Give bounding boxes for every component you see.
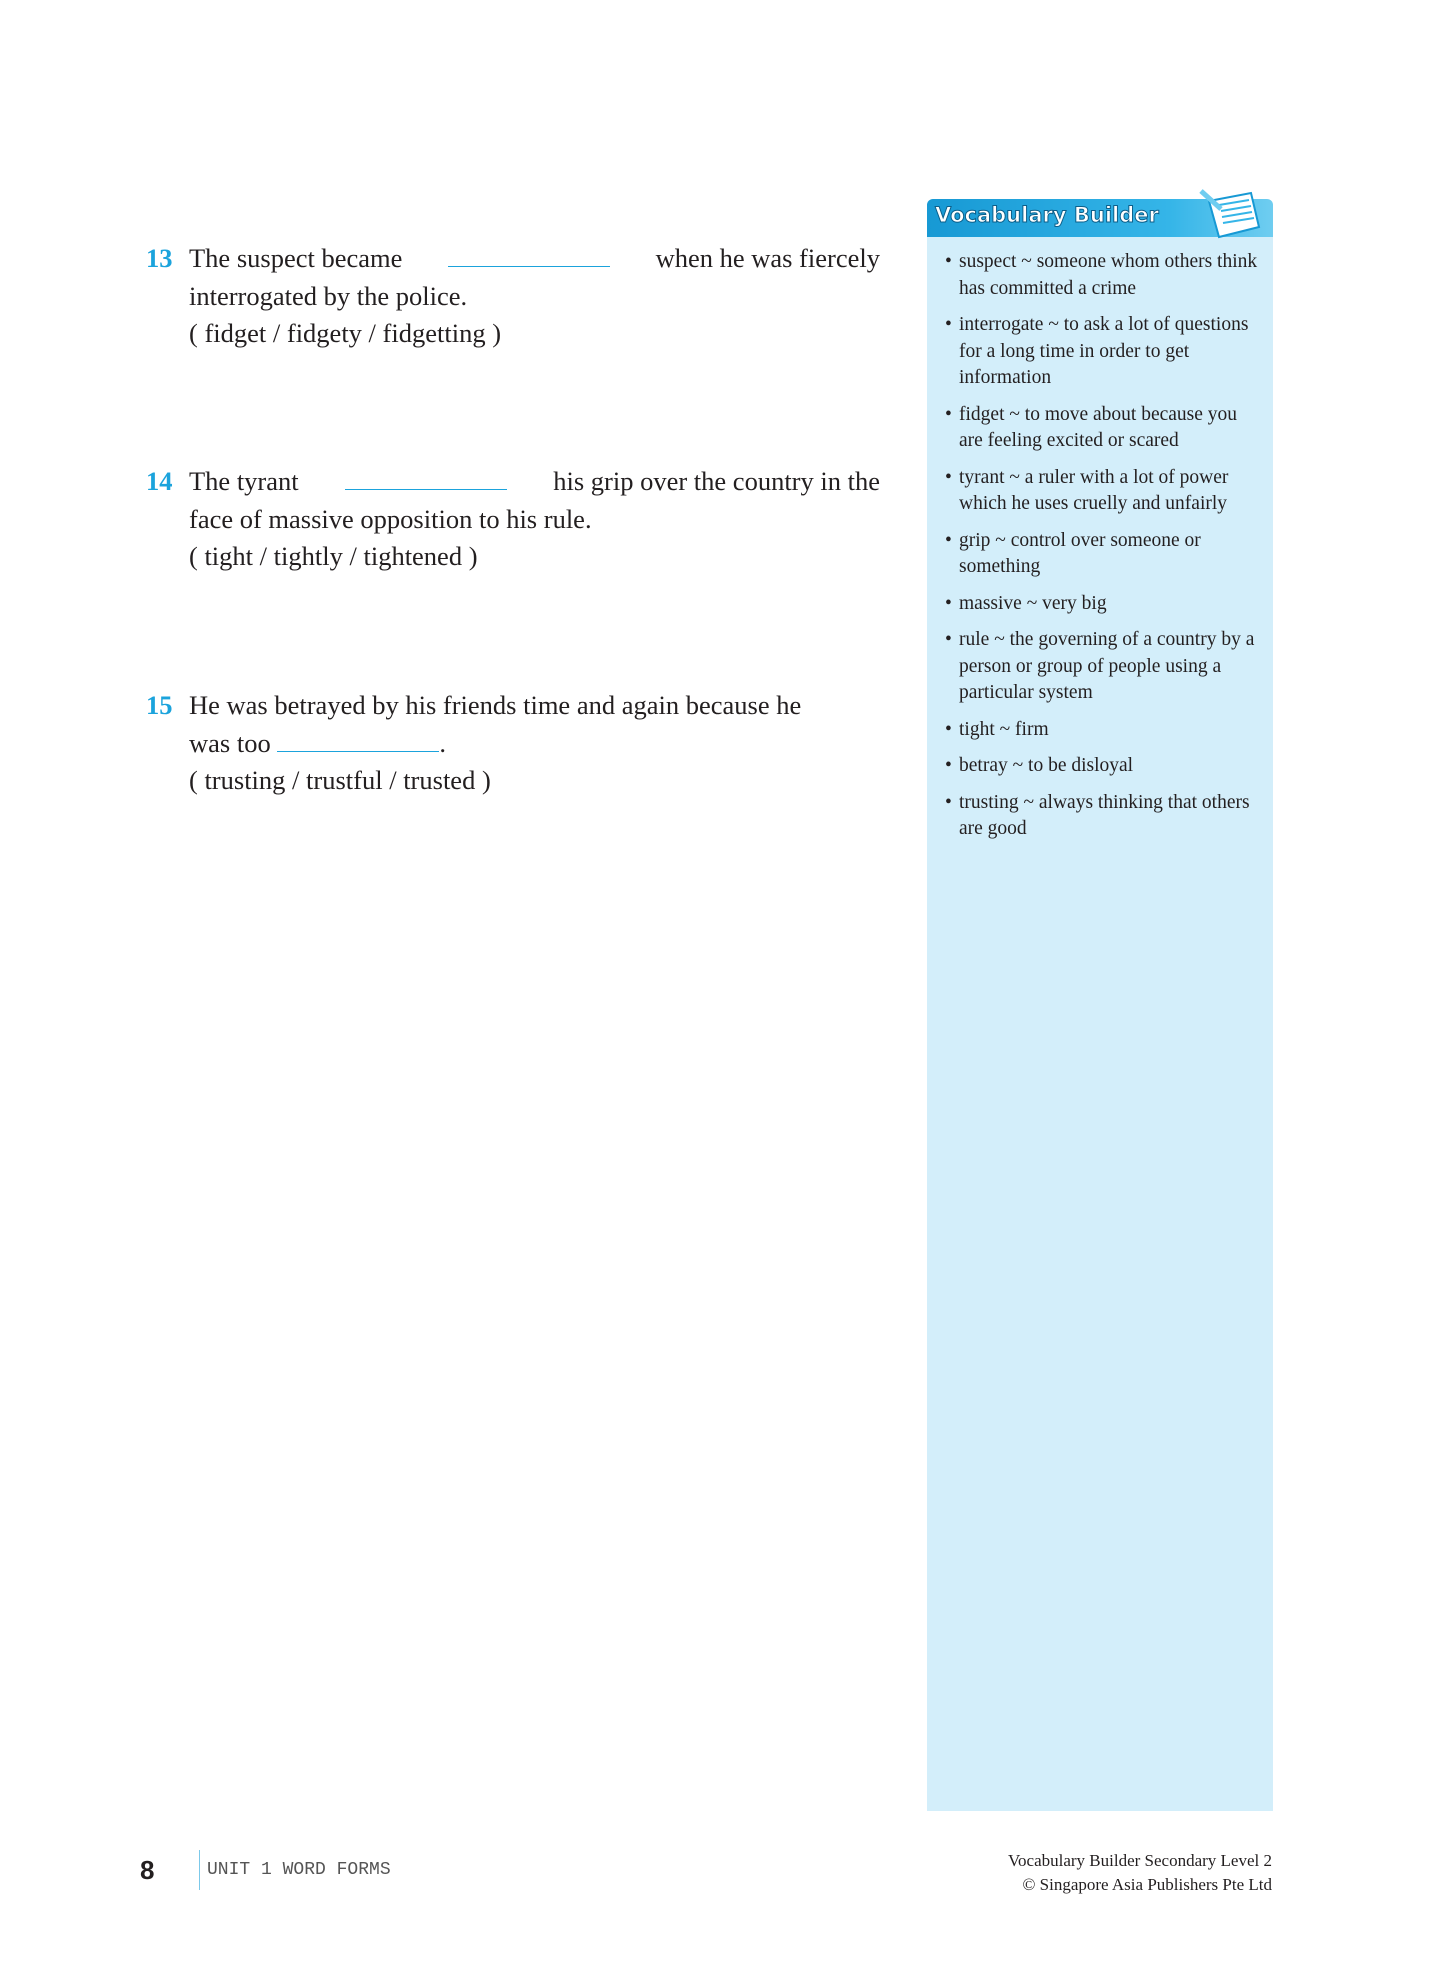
question-text: The suspect became xyxy=(189,243,403,273)
vocabulary-item: • suspect ~ someone whom others think has committed a crime xyxy=(945,249,1259,302)
vocabulary-item: • tight ~ firm xyxy=(945,717,1259,744)
question-text: when he was fiercely xyxy=(655,243,880,273)
footer-divider xyxy=(199,1850,200,1890)
vocabulary-builder-panel xyxy=(927,199,1273,1811)
question-number: 15 xyxy=(146,690,173,720)
page-number: 8 xyxy=(140,1855,155,1885)
vocabulary-item: • fidget ~ to move about because you are feeling excited or scared xyxy=(945,402,1259,455)
question-text: . xyxy=(439,727,446,758)
answer-blank[interactable] xyxy=(448,240,610,267)
panel-title: Vocabulary Builder xyxy=(935,203,1159,227)
question-number: 13 xyxy=(146,243,173,273)
answer-blank[interactable] xyxy=(345,463,507,490)
vocabulary-item: • grip ~ control over someone or something xyxy=(945,528,1259,581)
unit-label: UNIT 1 WORD FORMS xyxy=(207,1860,391,1880)
vocabulary-item: • rule ~ the governing of a country by a person or group of people using a particular system xyxy=(945,627,1259,707)
copyright: © Singapore Asia Publishers Pte Ltd xyxy=(1022,1875,1272,1894)
question-13 xyxy=(146,240,880,353)
question-text: He was betrayed by his friends time and again because he xyxy=(189,690,802,720)
question-text: face of massive opposition to his rule. xyxy=(189,503,592,534)
answer-options: ( trusting / trustful / trusted ) xyxy=(189,765,491,795)
scroll-quill-icon xyxy=(1199,187,1269,243)
question-text: was too xyxy=(189,727,271,758)
answer-options: ( tight / tightly / tightened ) xyxy=(189,541,478,571)
question-14 xyxy=(146,463,880,576)
question-number: 14 xyxy=(146,466,173,496)
answer-options: ( fidget / fidgety / fidgetting ) xyxy=(189,318,502,348)
vocabulary-item: • massive ~ very big xyxy=(945,591,1259,618)
question-text: his grip over the country in the xyxy=(553,466,880,496)
vocabulary-list xyxy=(927,237,1273,843)
vocabulary-item: • trusting ~ always thinking that others are good xyxy=(945,790,1259,843)
vocabulary-item: • betray ~ to be disloyal xyxy=(945,753,1259,780)
vocabulary-item: • tyrant ~ a ruler with a lot of power which he uses cruelly and unfairly xyxy=(945,465,1259,518)
vocabulary-item: • interrogate ~ to ask a lot of questions for a long time in order to get information xyxy=(945,312,1259,392)
footer-credits xyxy=(1008,1849,1272,1897)
answer-blank[interactable] xyxy=(277,725,439,752)
question-15 xyxy=(146,687,880,800)
panel-header xyxy=(927,199,1273,237)
question-text: The tyrant xyxy=(189,466,299,496)
question-text: interrogated by the police. xyxy=(189,280,468,311)
book-title: Vocabulary Builder Secondary Level 2 xyxy=(1007,1851,1272,1870)
